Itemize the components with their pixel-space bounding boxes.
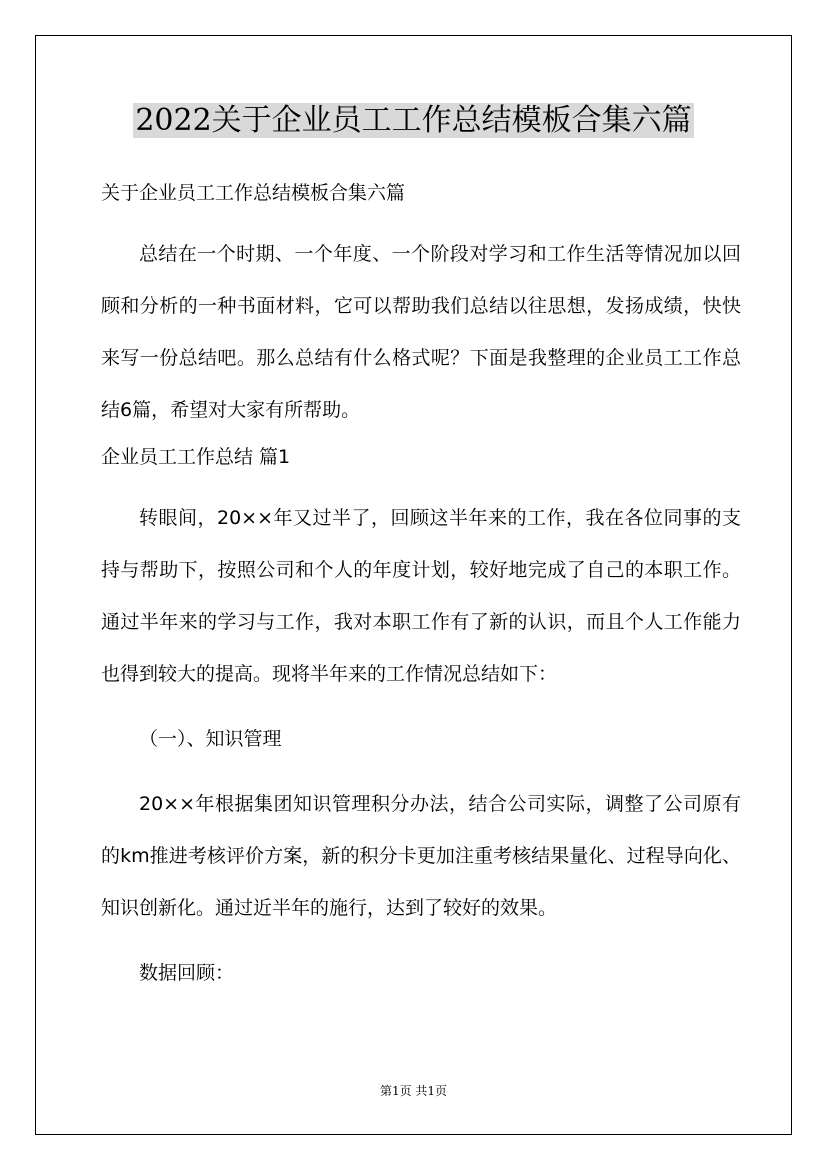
data-review-heading: 数据回顾： xyxy=(139,962,235,984)
paragraph-1: 转眼间，20××年又过半了，回顾这半年来的工作，我在各位同事的支持与帮助下，按照公司和个人的年度计划，较好地完成了自己的本职工作。通过半年来的学习与工作，我对本职工作有了新的认识，而且个人工作能力也得到较大的提高。现将半年来的工作情况总结如下： xyxy=(101,507,741,685)
subsection-heading: （一）、知识管理 xyxy=(139,728,282,750)
page-footer: 第1页 共1页 xyxy=(379,1084,448,1098)
document-subtitle: 关于企业员工工作总结模板合集六篇 xyxy=(101,182,406,204)
intro-paragraph: 总结在一个时期、一个年度、一个阶段对学习和工作生活等情况加以回顾和分析的一种书面材料，它可以帮助我们总结以往思想，发扬成绩，快快来写一份总结吧。那么总结有什么格式呢？下面是我整理的企业员工工作总结6篇，希望对大家有所帮助。 xyxy=(101,243,741,421)
document-title-text: 2022关于企业员工工作总结模板合集六篇 xyxy=(135,103,692,138)
paragraph-2: 20××年根据集团知识管理积分办法，结合公司实际，调整了公司原有的km推进考核评价方案，新的积分卡更加注重考核结果量化、过程导向化、知识创新化。通过近半年的施行，达到了较好的效果。 xyxy=(101,793,741,919)
document-body xyxy=(101,176,741,990)
document-title xyxy=(0,101,827,141)
section-heading: 企业员工工作总结 篇1 xyxy=(101,446,291,468)
